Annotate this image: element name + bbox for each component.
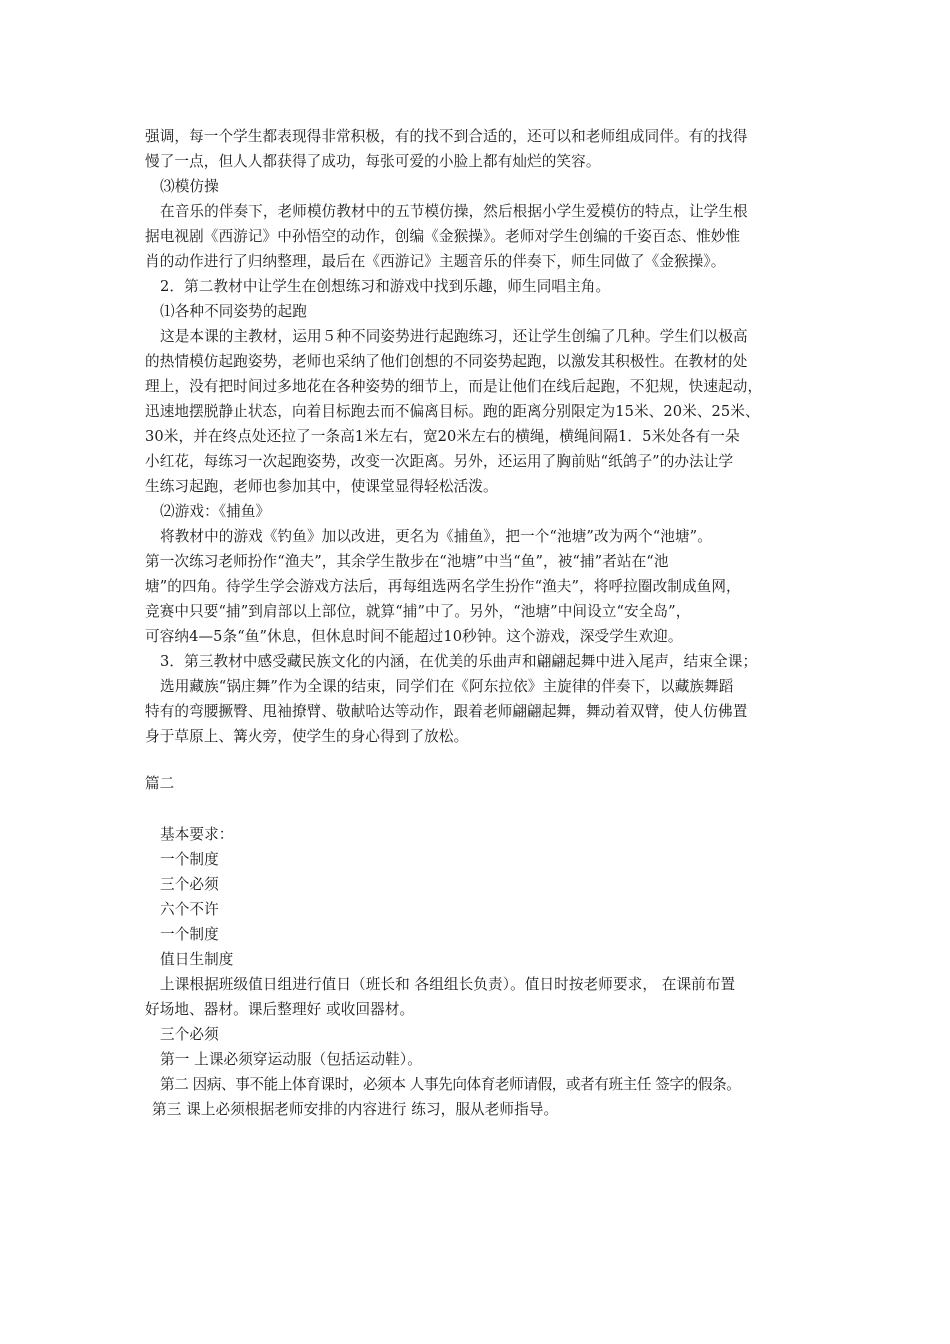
- rule-item: 第一 上课必须穿运动服（包括运动鞋）。: [160, 1051, 422, 1068]
- paragraph-line: 的热情模仿起跑姿势，老师也采纳了他们创想的不同姿势起跑，以激发其积极性。在教材的处: [145, 353, 748, 370]
- paragraph-line: 理上，没有把时间过多地花在各种姿势的细节上，而是让他们在线后起跑，不犯规，快速起动，: [145, 378, 763, 395]
- subheading-fishing-game: ⑵游戏：《捕鱼》: [160, 503, 271, 520]
- section-title: 篇二: [145, 775, 175, 792]
- paragraph-line: 在音乐的伴奏下，老师模仿教材中的五节模仿操，然后根据小学生爱模仿的特点，让学生根: [160, 203, 748, 220]
- paragraph-line: 可容纳4—5条“鱼”休息，但休息时间不能超过10秒钟。这个游戏，深受学生欢迎。: [145, 628, 683, 645]
- list-item: 一个制度: [160, 851, 219, 868]
- list-item: 一个制度: [160, 926, 219, 943]
- paragraph-line: 竞赛中只要“捕”到肩部以上部位，就算“捕”中了。另外，“池塘”中间设立“安全岛”，: [145, 603, 691, 620]
- paragraph-line: 慢了一点，但人人都获得了成功，每张可爱的小脸上都有灿烂的笑容。: [145, 153, 601, 170]
- list-item: 三个必须: [160, 1026, 219, 1043]
- list-item: 六个不许: [160, 901, 219, 918]
- rule-item: 第二 因病、事不能上体育课时，必须本 人事先向体育老师请假，或者有班主任 签字的假条。: [160, 1076, 741, 1093]
- paragraph-line: 将教材中的游戏《钓鱼》加以改进，更名为《捕鱼》，把一个“池塘”改为两个“池塘”。: [160, 528, 712, 545]
- subheading-start-run: ⑴各种不同姿势的起跑: [160, 303, 307, 320]
- paragraph-line: 强调，每一个学生都表现得非常积极，有的找不到合适的，还可以和老师组成同伴。有的找得: [145, 128, 748, 145]
- paragraph-line: 特有的弯腰撅臀、甩袖撩臂、敬献哈达等动作，跟着老师翩翩起舞，舞动着双臂，使人仿佛置: [145, 703, 748, 720]
- paragraph-line: 生练习起跑，老师也参加其中，使课堂显得轻松活泼。: [145, 478, 498, 495]
- paragraph-line: 30米，并在终点处还拉了一条高1米左右，宽20米左右的横绳，横绳间隔1．5米处各有一朵: [145, 428, 740, 445]
- paragraph-line: 3．第三教材中感受藏民族文化的内涵，在优美的乐曲声和翩翩起舞中进入尾声，结束全课；: [160, 653, 758, 670]
- list-heading-basic-requirements: 基本要求：: [160, 826, 234, 843]
- paragraph-line: 肖的动作进行了归纳整理，最后在《西游记》主题音乐的伴奏下，师生同做了《金猴操》。: [145, 253, 726, 270]
- paragraph-line: 第一次练习老师扮作“渔夫”，其余学生散步在“池塘”中当“鱼”，被“捕”者站在“池: [145, 553, 669, 570]
- subheading-imitation-exercise: ⑶模仿操: [160, 178, 219, 195]
- paragraph-line: 迅速地摆脱静止状态，向着目标跑去而不偏离目标。跑的距离分别限定为15米、20米、25米、: [145, 403, 760, 420]
- paragraph-line: 上课根据班级值日组进行值日（班长和 各组组长负责）。值日时按老师要求， 在课前布置: [160, 976, 736, 993]
- list-item: 值日生制度: [160, 951, 234, 968]
- paragraph-line: 据电视剧《西游记》中孙悟空的动作，创编《金猴操》。老师对学生创编的千姿百态、惟妙惟: [145, 228, 741, 245]
- paragraph-line: 这是本课的主教材，运用５种不同姿势进行起跑练习，还让学生创编了几种。学生们以极高: [160, 328, 748, 345]
- paragraph-line: 2．第二教材中让学生在创想练习和游戏中找到乐趣，师生同唱主角。: [160, 278, 611, 295]
- rule-item: 第三 课上必须根据老师安排的内容进行 练习，服从老师指导。: [152, 1101, 559, 1118]
- paragraph-line: 选用藏族“锅庄舞”作为全课的结束，同学们在《阿东拉依》主旋律的伴奏下，以藏族舞蹈: [160, 678, 734, 695]
- paragraph-line: 小红花，每练习一次起跑姿势，改变一次距离。另外，还运用了胸前贴“纸鸽子”的办法让学: [145, 453, 734, 470]
- paragraph-line: 塘”的四角。待学生学会游戏方法后，再每组选两名学生扮作“渔夫”，将呼拉圈改制成鱼网，: [145, 578, 741, 595]
- paragraph-line: 好场地、器材。课后整理好 或收回器材。: [145, 1001, 415, 1018]
- paragraph-line: 身于草原上、篝火旁，使学生的身心得到了放松。: [145, 728, 469, 745]
- list-item: 三个必须: [160, 876, 219, 893]
